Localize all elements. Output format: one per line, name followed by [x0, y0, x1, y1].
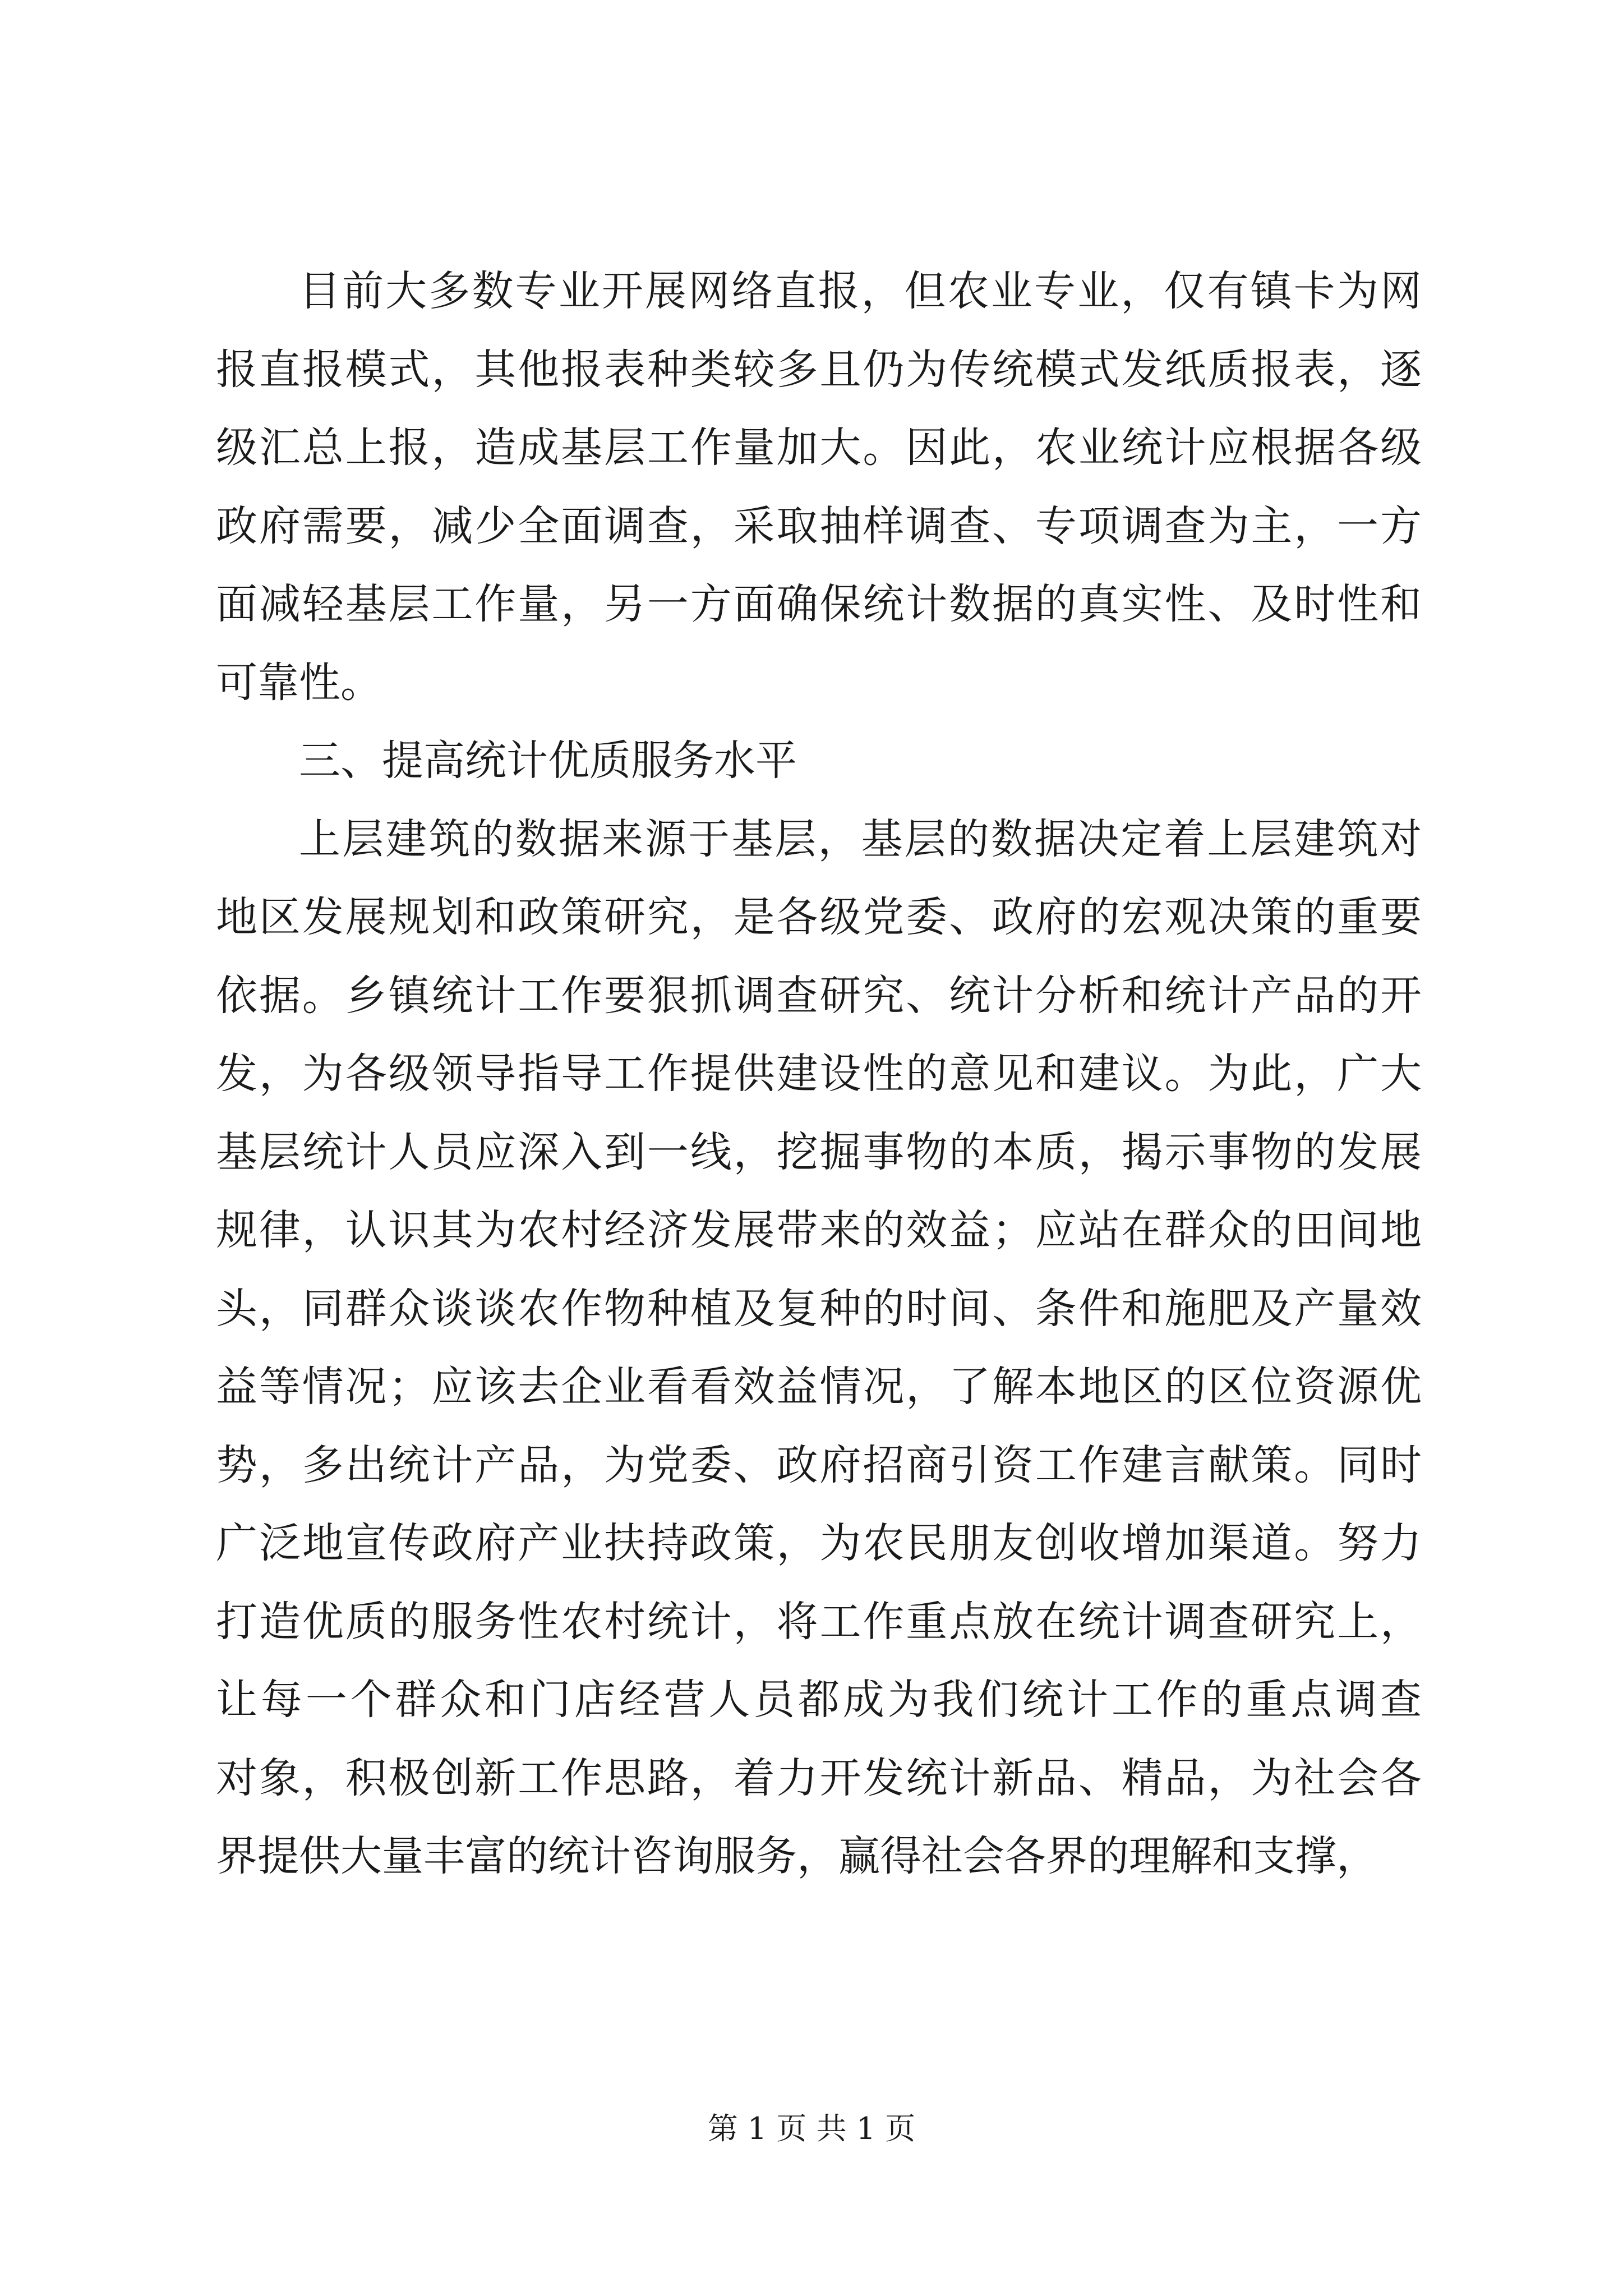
text-line: 界提供大量丰富的统计咨询服务，赢得社会各界的理解和支撑，	[216, 1832, 1378, 1880]
text-line: 规律，认识其为农村经济发展带来的效益；应站在群众的田间地	[216, 1206, 1422, 1254]
page-footer: 第 1 页 共 1 页	[707, 2111, 916, 2146]
text-line: 对象，积极创新工作思路，着力开发统计新品、精品，为社会各	[216, 1754, 1422, 1802]
text-line: 头，同群众谈谈农作物种植及复种的时间、条件和施肥及产量效	[216, 1284, 1422, 1333]
text-line: 目前大多数专业开展网络直报，但农业专业，仅有镇卡为网	[299, 267, 1422, 315]
paragraph	[216, 252, 1422, 722]
text-line: 可靠性。	[216, 658, 382, 707]
text-line: 政府需要，减少全面调查，采取抽样调查、专项调查为主，一方	[216, 501, 1422, 550]
paragraph	[216, 722, 1422, 800]
text-line: 报直报模式，其他报表种类较多且仍为传统模式发纸质报表，逐	[216, 345, 1422, 394]
text-line: 发，为各级领导指导工作提供建设性的意见和建议。为此，广大	[216, 1050, 1422, 1098]
text-line: 级汇总上报，造成基层工作量加大。因此，农业统计应根据各级	[216, 424, 1422, 472]
text-line: 打造优质的服务性农村统计，将工作重点放在统计调查研究上，	[216, 1597, 1422, 1646]
text-line: 依据。乡镇统计工作要狠抓调查研究、统计分析和统计产品的开	[216, 971, 1422, 1020]
text-line: 基层统计人员应深入到一线，挖掘事物的本质，揭示事物的发展	[216, 1128, 1422, 1176]
text-line: 面减轻基层工作量，另一方面确保统计数据的真实性、及时性和	[216, 580, 1422, 628]
text-line: 势，多出统计产品，为党委、政府招商引资工作建言献策。同时	[216, 1441, 1422, 1489]
paragraph	[216, 800, 1422, 1896]
text-line: 上层建筑的数据来源于基层，基层的数据决定着上层建筑对	[299, 815, 1422, 863]
text-line: 地区发展规划和政策研究，是各级党委、政府的宏观决策的重要	[216, 893, 1422, 941]
text-line: 让每一个群众和门店经营人员都成为我们统计工作的重点调查	[216, 1676, 1422, 1724]
text-line: 益等情况；应该去企业看看效益情况，了解本地区的区位资源优	[216, 1363, 1422, 1411]
text-line: 三、提高统计优质服务水平	[299, 737, 797, 785]
document-body	[216, 252, 1422, 1896]
text-line: 广泛地宣传政府产业扶持政策，为农民朋友创收增加渠道。努力	[216, 1519, 1422, 1567]
